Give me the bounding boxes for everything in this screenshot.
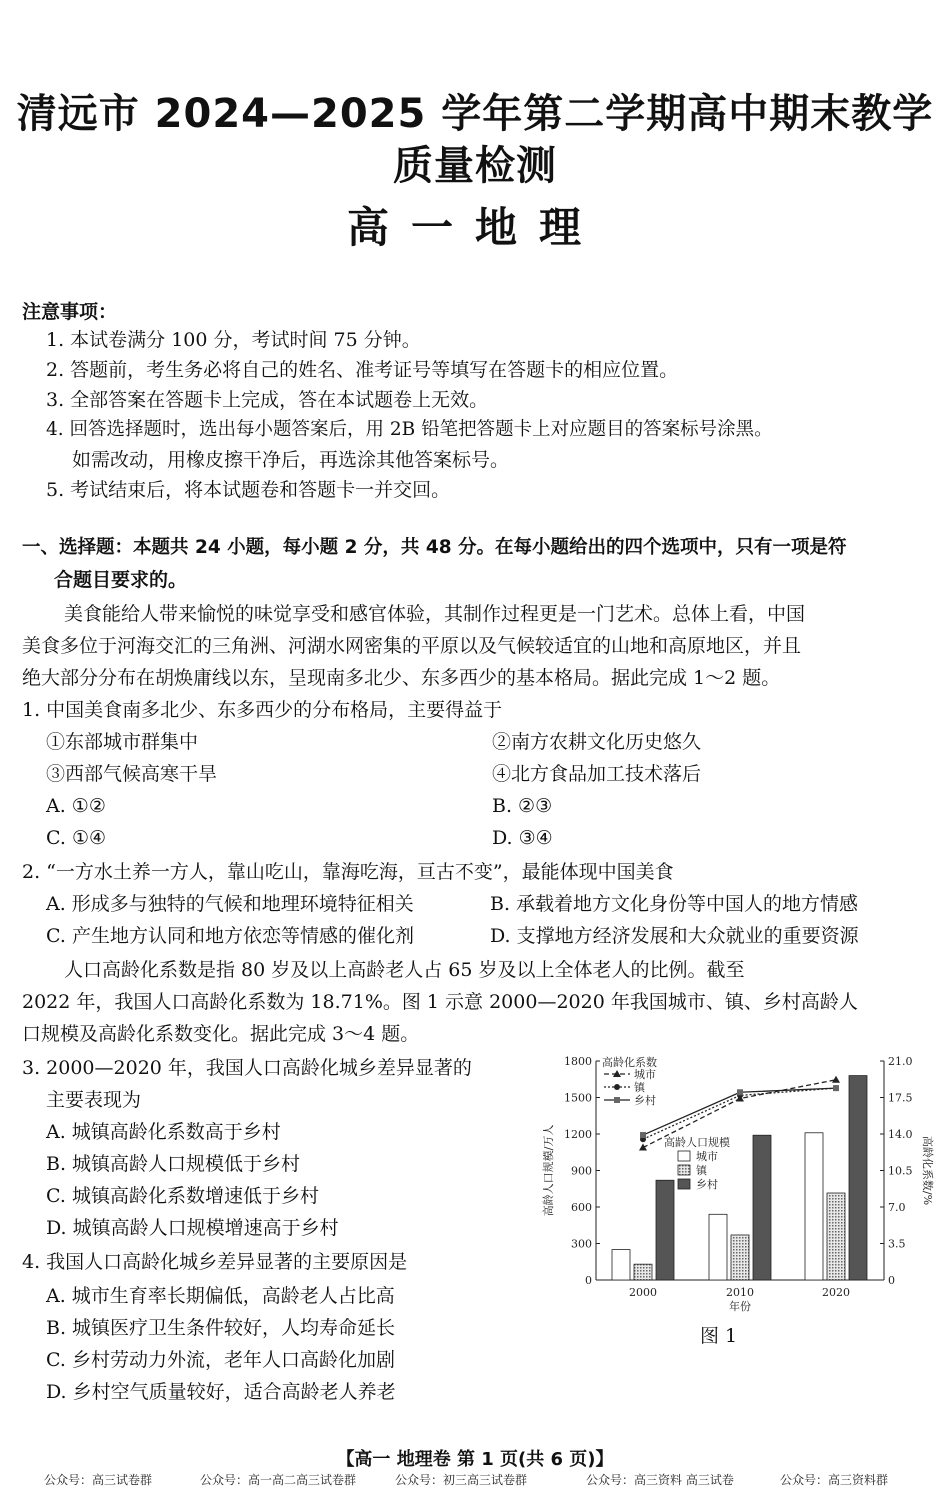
q4-option-a: A. 城市生育率长期偏低，高龄老人占比高 <box>46 1285 395 1307</box>
point-rural <box>833 1085 839 1091</box>
bar-legend-swatch <box>678 1179 690 1189</box>
q3-option-d: D. 城镇高龄人口规模增速高于乡村 <box>46 1217 339 1239</box>
question-3-stem-cont: 主要表现为 <box>46 1089 142 1111</box>
q1-statement-1: ①东部城市群集中 <box>46 731 199 753</box>
q3-option-c: C. 城镇高龄化系数增速低于乡村 <box>46 1185 319 1207</box>
q1-statement-2: ②南方农耕文化历史悠久 <box>492 731 702 753</box>
y-tick-label: 300 <box>571 1237 592 1251</box>
q1-option-c: C. ①④ <box>46 827 107 849</box>
watermark: 公众号：高三资料群 <box>780 1473 889 1487</box>
x-tick-label: 2020 <box>822 1286 850 1299</box>
line-legend-marker <box>614 1084 620 1090</box>
bar-rural <box>849 1076 867 1280</box>
y-tick-label: 1800 <box>564 1055 592 1068</box>
line-legend-label: 城市 <box>634 1068 656 1081</box>
y-tick-label: 1500 <box>564 1091 592 1105</box>
notice-item: 如需改动，用橡皮擦干净后，再选涂其他答案标号。 <box>72 449 510 471</box>
passage-line: 口规模及高龄化系数变化。据此完成 3～4 题。 <box>22 1023 420 1045</box>
bar-legend-label: 乡村 <box>696 1178 718 1191</box>
bar-rural <box>753 1135 771 1280</box>
y-axis-title: 高龄人口规模/万人 <box>542 1124 555 1217</box>
bar-city <box>805 1133 823 1280</box>
bar-rural <box>656 1180 674 1280</box>
watermark: 公众号：高一高二高三试卷群 <box>200 1473 357 1487</box>
bar-legend-swatch <box>678 1165 690 1175</box>
y-tick-label: 0 <box>585 1274 592 1287</box>
bar-legend-label: 城市 <box>696 1150 718 1163</box>
question-1-stem: 1. 中国美食南多北少、东多西少的分布格局，主要得益于 <box>22 699 503 721</box>
y2-tick-label: 21.0 <box>888 1055 913 1068</box>
point-city <box>639 1144 647 1151</box>
point-city <box>832 1076 840 1083</box>
q4-option-c: C. 乡村劳动力外流，老年人口高龄化加剧 <box>46 1349 395 1371</box>
q1-option-d: D. ③④ <box>492 827 553 849</box>
bar-city <box>612 1250 630 1280</box>
bar-town <box>827 1193 845 1280</box>
y-tick-label: 600 <box>571 1201 592 1214</box>
watermark: 公众号：初三高三试卷群 <box>395 1473 528 1487</box>
section-heading-cont: 合题目要求的。 <box>54 569 188 591</box>
q4-option-b: B. 城镇医疗卫生条件较好，人均寿命延长 <box>46 1317 396 1339</box>
bar-legend-label: 镇 <box>696 1164 707 1177</box>
line-legend-marker <box>614 1097 620 1103</box>
notice-heading: 注意事项： <box>22 301 118 323</box>
passage-line: 绝大部分分布在胡焕庸线以东，呈现南多北少、东多西少的基本格局。据此完成 1～2 题。 <box>22 667 781 689</box>
q2-option-a: A. 形成多与独特的气候和地理环境特征相关 <box>46 893 414 915</box>
passage-line: 美食多位于河海交汇的三角洲、河湖水网密集的平原以及气候较适宜的山地和高原地区，并且 <box>22 635 802 657</box>
y2-tick-label: 10.5 <box>888 1164 913 1178</box>
q4-option-d: D. 乡村空气质量较好，适合高龄老人养老 <box>46 1381 396 1403</box>
figure-1-chart <box>538 1048 936 1318</box>
watermark: 公众号：高三试卷群 <box>44 1473 153 1487</box>
figure-label: 图 1 <box>700 1325 738 1347</box>
q3-option-b: B. 城镇高龄人口规模低于乡村 <box>46 1153 301 1175</box>
y2-tick-label: 14.0 <box>888 1128 913 1141</box>
notice-item: 5. 考试结束后，将本试题卷和答题卡一并交回。 <box>46 479 451 501</box>
q2-option-d: D. 支撑地方经济发展和大众就业的重要资源 <box>490 925 859 947</box>
notice-item: 4. 回答选择题时，选出每小题答案后，用 2B 铅笔把答题卡上对应题目的答案标号涂黑。 <box>46 419 773 440</box>
y2-tick-label: 7.0 <box>888 1201 906 1214</box>
q3-option-a: A. 城镇高龄化系数高于乡村 <box>46 1121 281 1143</box>
question-2-stem: 2. “一方水土养一方人，靠山吃山，靠海吃海，亘古不变”，最能体现中国美食 <box>22 861 674 883</box>
y2-tick-label: 0 <box>888 1274 895 1287</box>
q2-option-c: C. 产生地方认同和地方依恋等情感的催化剂 <box>46 925 414 947</box>
passage-line: 美食能给人带来愉悦的味觉享受和感官体验，其制作过程更是一门艺术。总体上看，中国 <box>64 603 806 625</box>
chart-canvas <box>538 1048 936 1318</box>
point-rural <box>737 1089 743 1095</box>
y2-tick-label: 17.5 <box>888 1091 913 1105</box>
question-4-stem: 4. 我国人口高龄化城乡差异显著的主要原因是 <box>22 1251 408 1273</box>
y2-tick-label: 3.5 <box>888 1237 906 1251</box>
passage-line: 2022 年，我国人口高龄化系数为 18.71%。图 1 示意 2000—2020 年我国城市、镇、乡村高龄人 <box>22 991 858 1013</box>
section-heading: 一、选择题：本题共 24 小题，每小题 2 分，共 48 分。在每小题给出的四个选项中，只有一项是符 <box>22 537 847 558</box>
q1-statement-4: ④北方食品加工技术落后 <box>492 763 702 785</box>
q2-option-b: B. 承载着地方文化身份等中国人的地方情感 <box>490 893 859 915</box>
notice-item: 2. 答题前，考生务必将自己的姓名、准考证号等填写在答题卡的相应位置。 <box>46 359 679 381</box>
notice-item: 1. 本试卷满分 100 分，考试时间 75 分钟。 <box>46 329 421 351</box>
y-tick-label: 1200 <box>564 1128 592 1141</box>
question-3-stem: 3. 2000—2020 年，我国人口高龄化城乡差异显著的 <box>22 1057 472 1079</box>
q1-statement-3: ③西部气候高寒干旱 <box>46 763 218 785</box>
bar-city <box>709 1214 727 1280</box>
bar-town <box>731 1235 749 1280</box>
x-tick-label: 2010 <box>726 1286 754 1299</box>
line-legend-title: 高龄化系数 <box>602 1056 657 1069</box>
exam-subject: 高一地理 <box>346 203 603 252</box>
y-tick-label: 900 <box>571 1164 592 1178</box>
page-footer: 【高一 地理卷 第 1 页(共 6 页)】 <box>336 1449 614 1470</box>
line-legend-label: 镇 <box>634 1081 645 1094</box>
watermark: 公众号：高三资料 高三试卷 <box>586 1473 734 1487</box>
point-rural <box>640 1132 646 1138</box>
y2-axis-title: 高龄化系数/% <box>921 1135 934 1206</box>
q1-option-a: A. ①② <box>46 795 106 817</box>
q1-option-b: B. ②③ <box>492 795 553 817</box>
passage-line: 人口高龄化系数是指 80 岁及以上高龄老人占 65 岁及以上全体老人的比例。截至 <box>64 959 745 981</box>
exam-title: 清远市 2024—2025 学年第二学期高中期末教学质量检测 <box>16 91 934 189</box>
line-legend-label: 乡村 <box>634 1094 656 1107</box>
bar-town <box>634 1264 652 1280</box>
bar-legend-swatch <box>678 1151 690 1161</box>
x-axis-title: 年份 <box>729 1300 751 1313</box>
x-tick-label: 2000 <box>629 1286 657 1299</box>
notice-item: 3. 全部答案在答题卡上完成，答在本试题卷上无效。 <box>46 389 489 411</box>
bar-legend-title: 高龄人口规模 <box>664 1136 730 1149</box>
